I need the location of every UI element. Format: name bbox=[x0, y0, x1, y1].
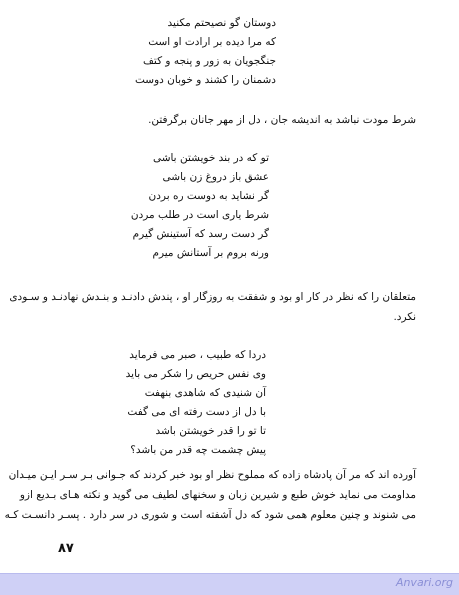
poem-line: تا تو را قدر خویشتن باشد bbox=[155, 425, 266, 437]
poem-line: گر دست رسد که آستینش گیرم bbox=[132, 228, 269, 240]
prose-line: آورده اند که مر آن پادشاه زاده که مملوح نظر او بود خبر کردند که جـوانی بـر سـر ایـن میـدان bbox=[8, 469, 416, 481]
poem-line: عشق باز دروغ زن باشی bbox=[162, 171, 269, 183]
prose-sentence: شرط مودت نباشد به اندیشه جان ، دل از مهر جانان برگرفتن. bbox=[148, 114, 416, 126]
prose-paragraph-2 bbox=[4, 465, 416, 525]
watermark-logo: Anvari.org bbox=[395, 576, 453, 589]
poem-line: ورنه بروم بر آستانش میرم bbox=[152, 247, 269, 259]
poem-line: گر نشاید به دوست ره بردن bbox=[148, 190, 269, 202]
poem-line: آن شنیدی که شاهدی بنهفت bbox=[144, 387, 266, 399]
poem-line: که مرا دیده بر ارادت او است bbox=[148, 36, 276, 48]
poem-line: دوستان گو نصیحتم مکنید bbox=[167, 17, 276, 29]
prose-line: متعلقان را که نظر در کار او بود و شفقت به روزگار او ، پندش دادنـد و بنـدش نهادنـد و سـودی bbox=[9, 291, 416, 303]
poem-stanza-2 bbox=[131, 149, 269, 263]
prose-paragraph-1 bbox=[9, 287, 416, 327]
poem-line: دردا که طبیب ، صبر می فرماید bbox=[129, 349, 266, 361]
poem-line: با دل از دست رفته ای می گفت bbox=[127, 406, 266, 418]
poem-stanza-1 bbox=[135, 14, 276, 90]
poem-line: تو که در بند خویشتن باشی bbox=[152, 152, 269, 164]
poem-stanza-3 bbox=[126, 346, 266, 460]
poem-line: دشمنان را کشند و خوبان دوست bbox=[134, 74, 276, 86]
page-number: ۸۷ bbox=[58, 541, 74, 556]
poem-line: وی نفس حریص را شکر می باید bbox=[125, 368, 266, 380]
poem-line: جنگجویان به زور و پنجه و کتف bbox=[143, 55, 276, 67]
prose-line: نکرد. bbox=[393, 311, 416, 323]
poem-line: پیش چشمت چه قدر من باشد؟ bbox=[130, 444, 266, 456]
prose-line: می شنوند و چنین معلوم همی شود که دل آشفته است و شوری در سر دارد . پسـر دانسـت کـه bbox=[4, 509, 416, 521]
prose-line: مداومت می نماید خوش طبع و شیرین زبان و سخنهای لطیف می گوید و نکته هـای بـدیع ازو bbox=[19, 489, 416, 501]
footer-bar bbox=[0, 573, 459, 595]
poem-line: شرط یاری است در طلب مردن bbox=[130, 209, 269, 221]
